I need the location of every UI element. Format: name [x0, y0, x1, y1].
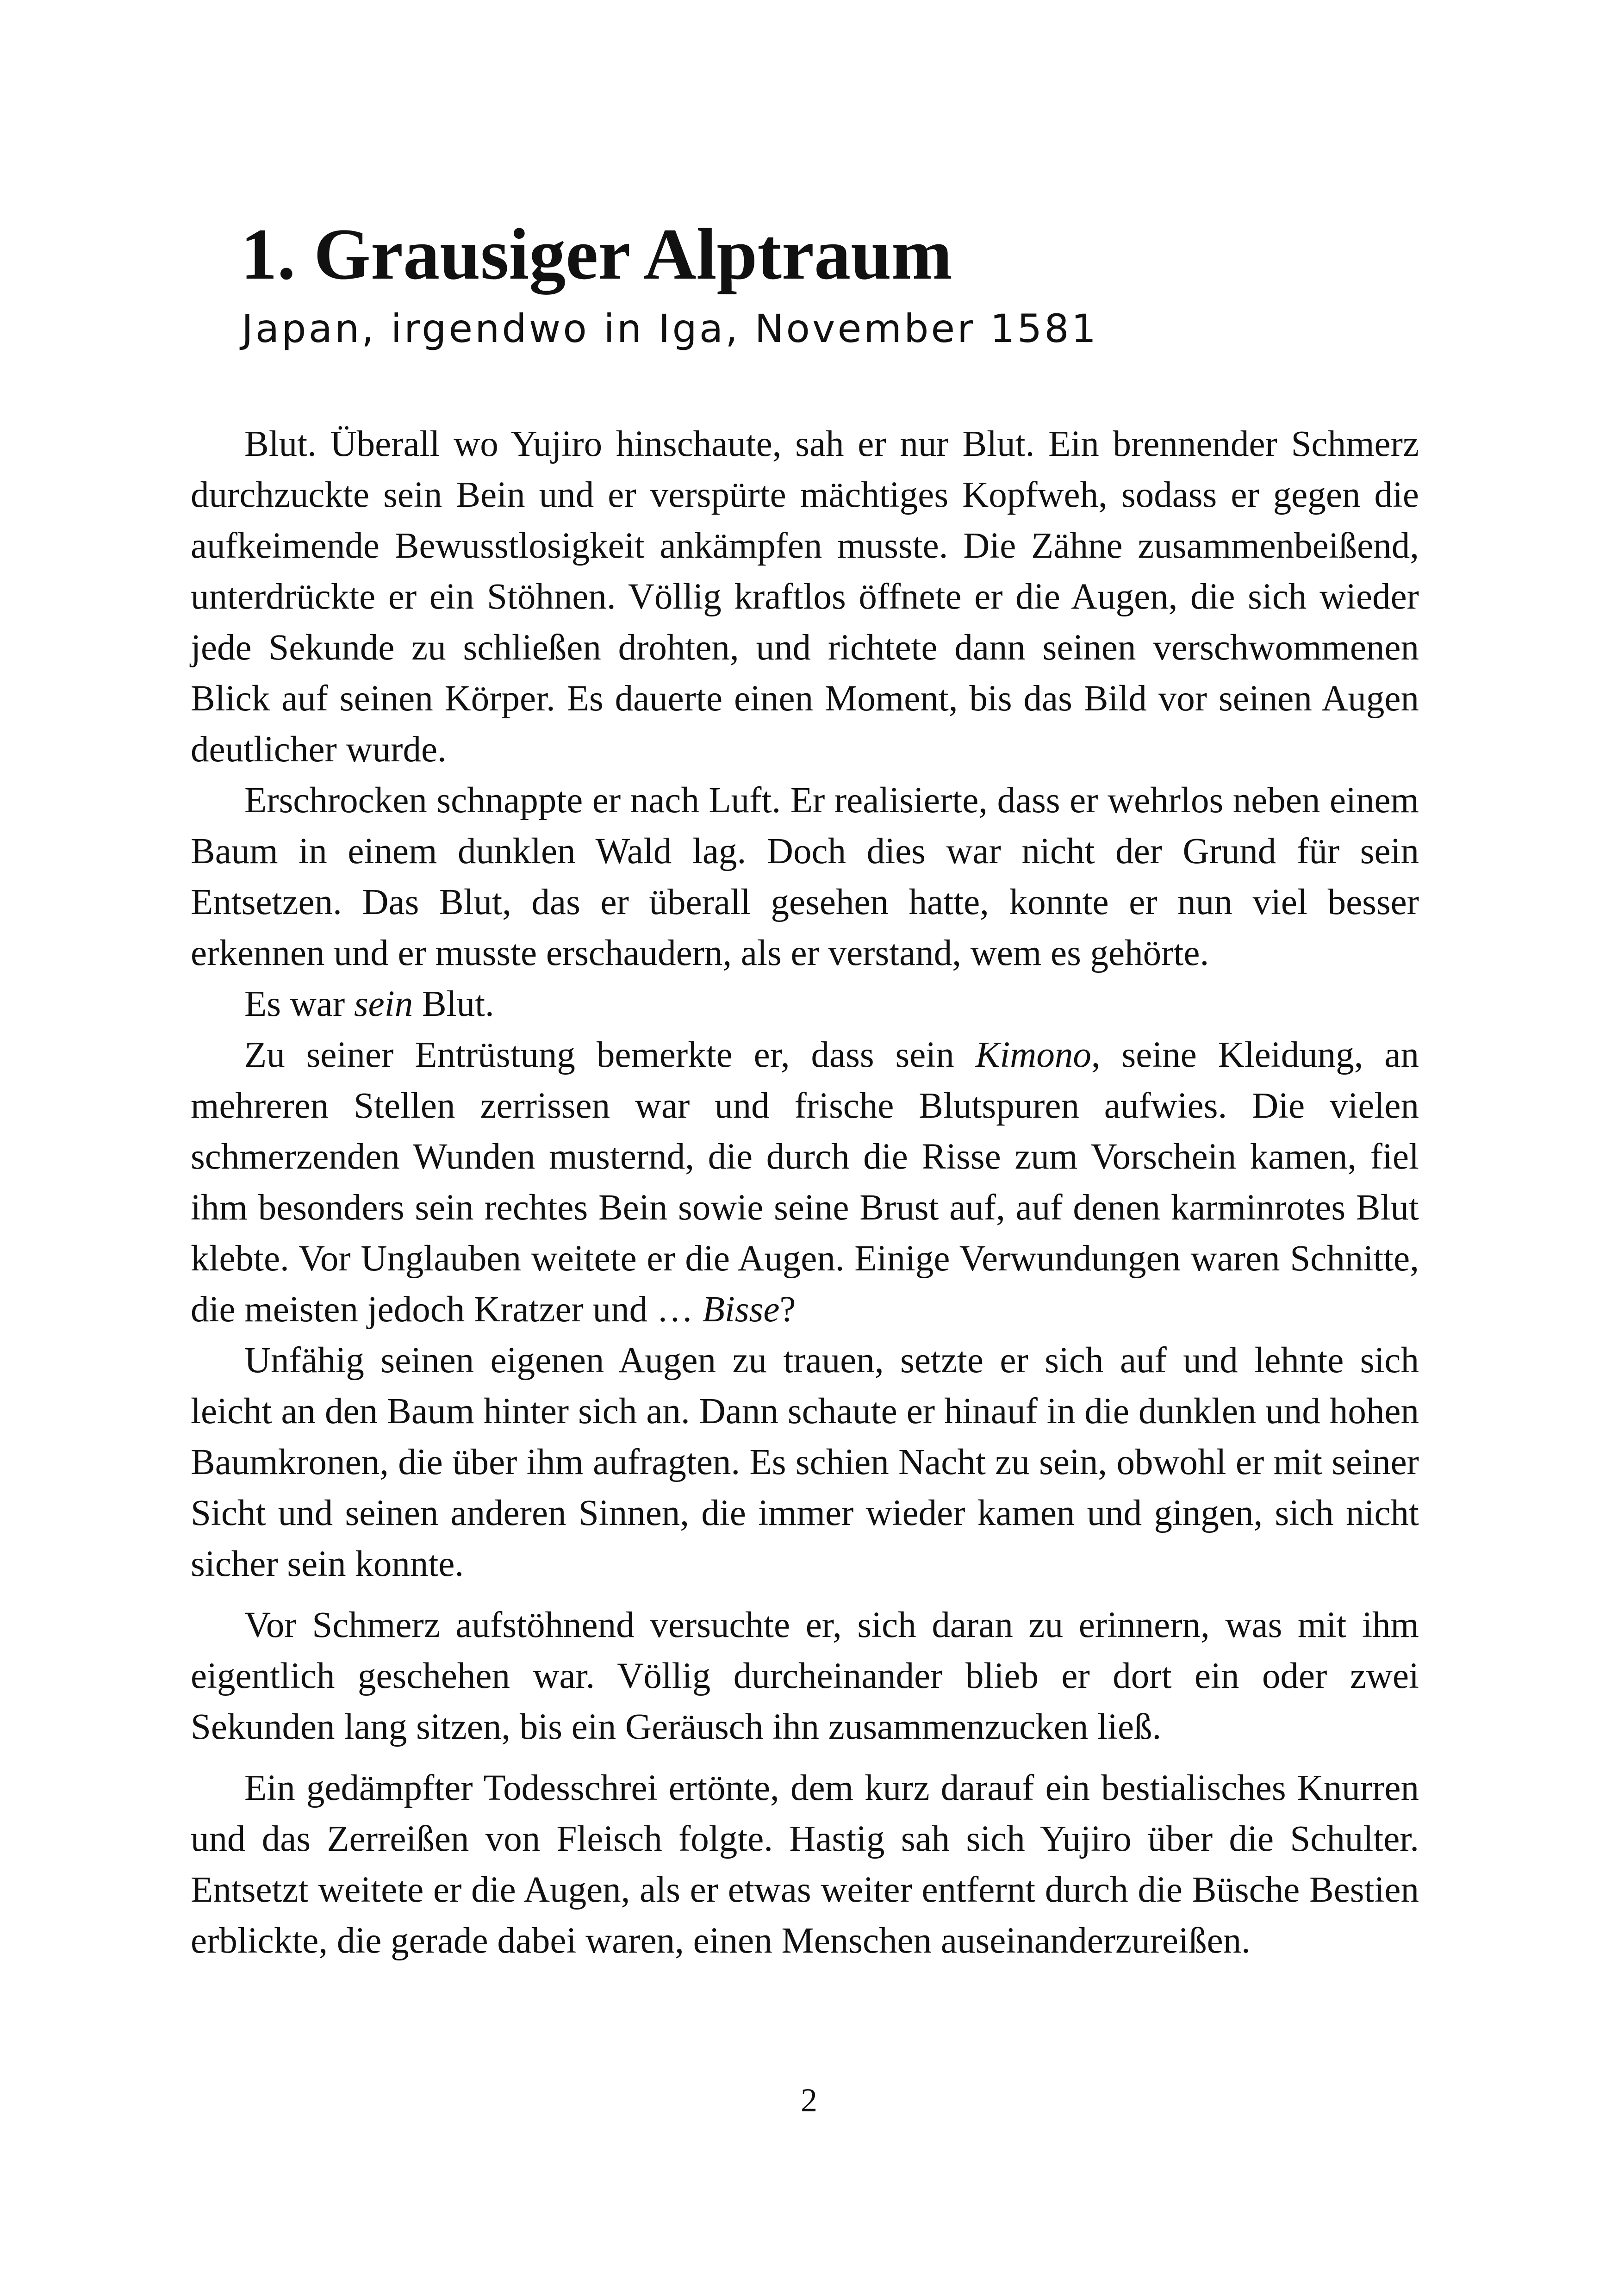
page-number: 2 — [801, 2082, 817, 2119]
emphasis-word: Kimono — [975, 1035, 1091, 1075]
paragraph-text: Blut. — [413, 984, 494, 1024]
paragraph-text: Blut. Überall wo Yujiro hinschaute, sah er nur Blut. Ein brennender Schmerz durchzuckte sein Bein und er verspürte mächtiges Kopfweh, sodass er gegen die aufkeimende Bewusstlosigkeit ankämpfen musste. Die Zähne zusammenbeißend, unterdrückte er ein Stöhnen. Völlig kraftlos öffnete er die Augen, die sich wieder jede Sekunde zu schließen drohten, und richtete dann seinen verschwommenen Blick auf seinen Körper. Es dauerte einen Moment, bis das Bild vor seinen Augen deutlicher wurde. — [191, 424, 1419, 770]
paragraph-5 — [191, 1335, 1419, 1590]
paragraph-7 — [191, 1763, 1419, 1966]
chapter-body — [191, 419, 1419, 1966]
paragraph-text: Vor Schmerz aufstöhnend versuchte er, sich daran zu erinnern, was mit ihm eigentlich geschehen war. Völlig durcheinander blieb er dort ein oder zwei Sekunden lang sitzen, bis ein Geräusch ihn zusammenzucken ließ. — [191, 1605, 1419, 1747]
paragraph-2 — [191, 775, 1419, 979]
paragraph-4 — [191, 1030, 1419, 1335]
paragraph-6 — [191, 1600, 1419, 1753]
emphasis-word: sein — [354, 984, 413, 1024]
paragraph-text: Unfähig seinen eigenen Augen zu trauen, setzte er sich auf und lehnte sich leicht an den Baum hinter sich an. Dann schaute er hinauf in die dunklen und hohen Baumkronen, die über ihm aufragten. Es schien Nacht zu sein, obwohl er mit seiner Sicht und seinen anderen Sinnen, die immer wieder kamen und gingen, sich nicht sicher sein konnte. — [191, 1340, 1419, 1584]
paragraph-1 — [191, 419, 1419, 775]
paragraph-text: , seine Kleidung, an mehreren Stellen zerrissen war und frische Blutspuren aufwies. Die vielen schmerzenden Wunden musternd, die durch die Risse zum Vorschein kamen, fiel ihm besonders sein rechtes Bein sowie seine Brust auf, auf denen karminrotes Blut klebte. Vor Unglauben weitete er die Augen. Einige Verwundungen waren Schnitte, die meisten jedoch Kratzer und … — [191, 1035, 1419, 1330]
emphasis-word: Bisse — [702, 1289, 780, 1330]
chapter-subtitle: Japan, irgendwo in Iga, November 1581 — [242, 306, 1099, 351]
paragraph-text: Es war — [244, 984, 354, 1024]
paragraph-text: Erschrocken schnappte er nach Luft. Er realisierte, dass er wehrlos neben einem Baum in einem dunklen Wald lag. Doch dies war nicht der Grund für sein Entsetzen. Das Blut, das er überall gesehen hatte, konnte er nun viel besser erkennen und er musste erschaudern, als er verstand, wem es gehörte. — [191, 780, 1419, 973]
paragraph-text: Ein gedämpfter Todesschrei ertönte, dem kurz darauf ein bestialisches Knurren und das Zerreißen von Fleisch folgte. Hastig sah sich Yujiro über die Schulter. Entsetzt weitete er die Augen, als er etwas weiter entfernt durch die Büsche Bestien erblickte, die gerade dabei waren, einen Menschen auseinanderzureißen. — [191, 1768, 1419, 1961]
chapter-title: 1. Grausiger Alptraum — [241, 214, 952, 295]
paragraph-text: Zu seiner Entrüstung bemerkte er, dass sein — [244, 1035, 976, 1075]
paragraph-text: ? — [779, 1289, 796, 1330]
paragraph-3 — [191, 979, 1419, 1030]
